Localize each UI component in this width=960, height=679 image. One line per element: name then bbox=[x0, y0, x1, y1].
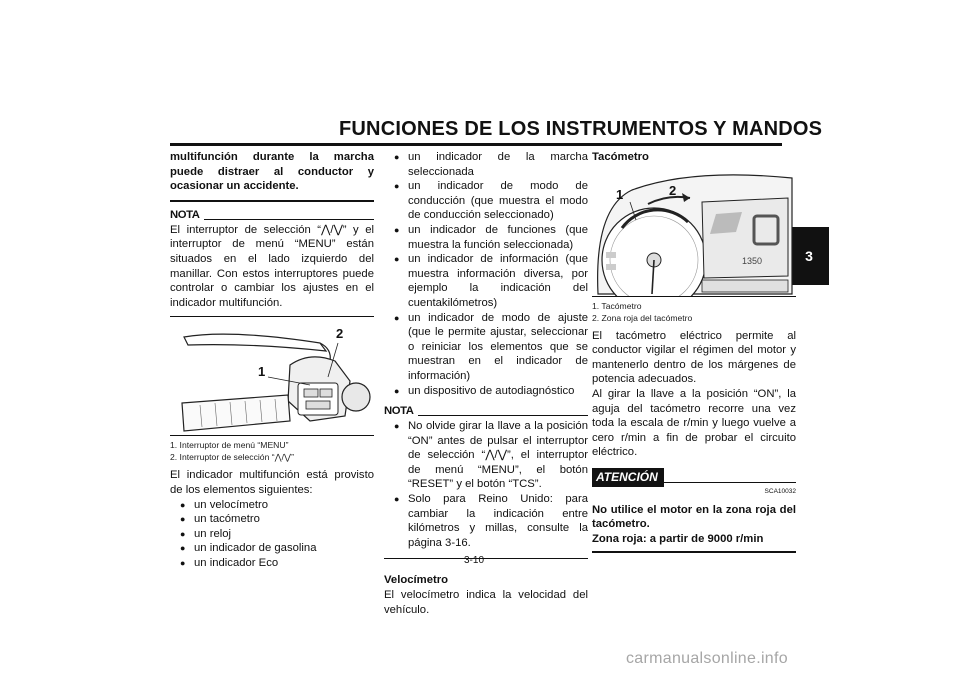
warning-end-text: multifunción durante la marcha puede distraer al conductor y ocasionar un accidente. bbox=[170, 151, 374, 193]
tachometer-heading: Tacómetro bbox=[592, 151, 649, 163]
nota-text: El interruptor de selección “⋀/⋁” y el interruptor de menú “MENU” están situados en el lado izquierdo del manillar. Con estos interruptores puede controlar o cambiar los ajustes en el indicador multifunción. bbox=[170, 223, 374, 309]
atencion-text-1: No utilice el motor en la zona roja del tacómetro. bbox=[592, 503, 796, 531]
figure-callout-1: 1 bbox=[616, 186, 624, 202]
tachometer-text-2: Al girar la llave a la posición “ON”, la aguja del tacómetro recorre una vez toda la escala de r/min y luego vuelve a cero r/min a fin de probar el circuito eléctrico. bbox=[592, 387, 796, 459]
display-reading: 1350 bbox=[742, 255, 763, 266]
atencion-label: ATENCIÓN bbox=[592, 468, 664, 487]
figure-captions-3 bbox=[592, 300, 796, 324]
atencion-heading bbox=[592, 468, 796, 488]
column-3 bbox=[592, 150, 796, 553]
speedometer-heading: Velocímetro bbox=[384, 574, 449, 587]
figure-rule-3 bbox=[592, 296, 796, 297]
handlebar-illustration bbox=[170, 321, 374, 433]
watermark-text: carmanualsonline.info bbox=[626, 650, 788, 667]
list-item: ● un indicador de modo de conducción (que muestra el modo de conducción seleccionado) bbox=[384, 179, 588, 223]
atencion-end-rule bbox=[592, 551, 796, 553]
caption-1: 1. Interruptor de menú “MENU” bbox=[170, 440, 289, 451]
figure-callout-2: 2 bbox=[669, 182, 677, 198]
nota-item: ● Solo para Reino Unido: para cambiar la indicación entre kilómetros y millas, consulte la página 3-16. bbox=[384, 492, 588, 550]
handlebar-switch-figure bbox=[170, 321, 374, 433]
list-item: ● un indicador de información (que muestra información diversa, por ejemplo la indicación del cuentakilómetros) bbox=[384, 252, 588, 310]
nota-list bbox=[384, 419, 588, 550]
list-item: ● un tacómetro bbox=[170, 512, 374, 527]
warning-end-rule bbox=[170, 200, 374, 202]
atencion-text-2: Zona roja: a partir de 9000 r/min bbox=[592, 532, 764, 545]
page-number: 3-10 bbox=[464, 555, 485, 566]
figure-callout-1: 1 bbox=[258, 364, 266, 380]
page-header-title: FUNCIONES DE LOS INSTRUMENTOS Y MANDOS bbox=[339, 118, 823, 140]
caption-2: 2. Interruptor de selección “⋀/⋁” bbox=[170, 452, 294, 463]
figure-rule bbox=[170, 435, 374, 436]
list-item: ● un indicador de funciones (que muestra la función seleccionada) bbox=[384, 223, 588, 252]
nota-label-2: NOTA bbox=[384, 405, 414, 418]
column-1 bbox=[170, 150, 374, 571]
list-item: ● un indicador de la marcha seleccionada bbox=[384, 150, 588, 179]
nota-item: ● No olvide girar la llave a la posición “ON” antes de pulsar el interruptor de selección “⋀/⋁”, el interruptor de menú “MENU”, el botón “RESET” y el botón “TCS”. bbox=[384, 419, 588, 492]
chapter-tab: 3 bbox=[789, 227, 829, 285]
nota-heading bbox=[170, 208, 374, 223]
list-item: ● un indicador de modo de ajuste (que le permite ajustar, seleccionar o reiniciar los elementos que se muestran en el indicador de información) bbox=[384, 311, 588, 384]
tachometer-text-1: El tacómetro eléctrico permite al conductor vigilar el régimen del motor y mantenerlo dentro de los márgenes de potencia adecuados. bbox=[592, 329, 796, 386]
instrument-cluster-figure bbox=[592, 168, 796, 296]
nota-label: NOTA bbox=[170, 208, 200, 221]
figure-captions bbox=[170, 439, 374, 463]
intro-text: El indicador multifunción está provisto de los elementos siguientes: bbox=[170, 469, 374, 496]
element-list bbox=[170, 498, 374, 571]
list-item: ● un indicador de gasolina bbox=[170, 541, 374, 556]
nota-heading-2 bbox=[384, 404, 588, 419]
nota-end-rule-2 bbox=[384, 558, 588, 559]
element-list-continued bbox=[384, 150, 588, 398]
column-2 bbox=[384, 150, 588, 617]
list-item: ● un velocímetro bbox=[170, 498, 374, 513]
caption-1: 1. Tacómetro bbox=[592, 300, 642, 311]
list-item: ● un dispositivo de autodiagnóstico bbox=[384, 384, 588, 399]
list-item: ● un indicador Eco bbox=[170, 556, 374, 571]
speedometer-text: El velocímetro indica la velocidad del vehículo. bbox=[384, 589, 588, 616]
list-item: ● un reloj bbox=[170, 527, 374, 542]
figure-callout-2: 2 bbox=[336, 326, 344, 342]
header-rule bbox=[170, 143, 782, 146]
caption-2: 2. Zona roja del tacómetro bbox=[592, 312, 693, 323]
nota-end-rule bbox=[170, 316, 374, 317]
atencion-code: SCA10032 bbox=[764, 487, 796, 495]
